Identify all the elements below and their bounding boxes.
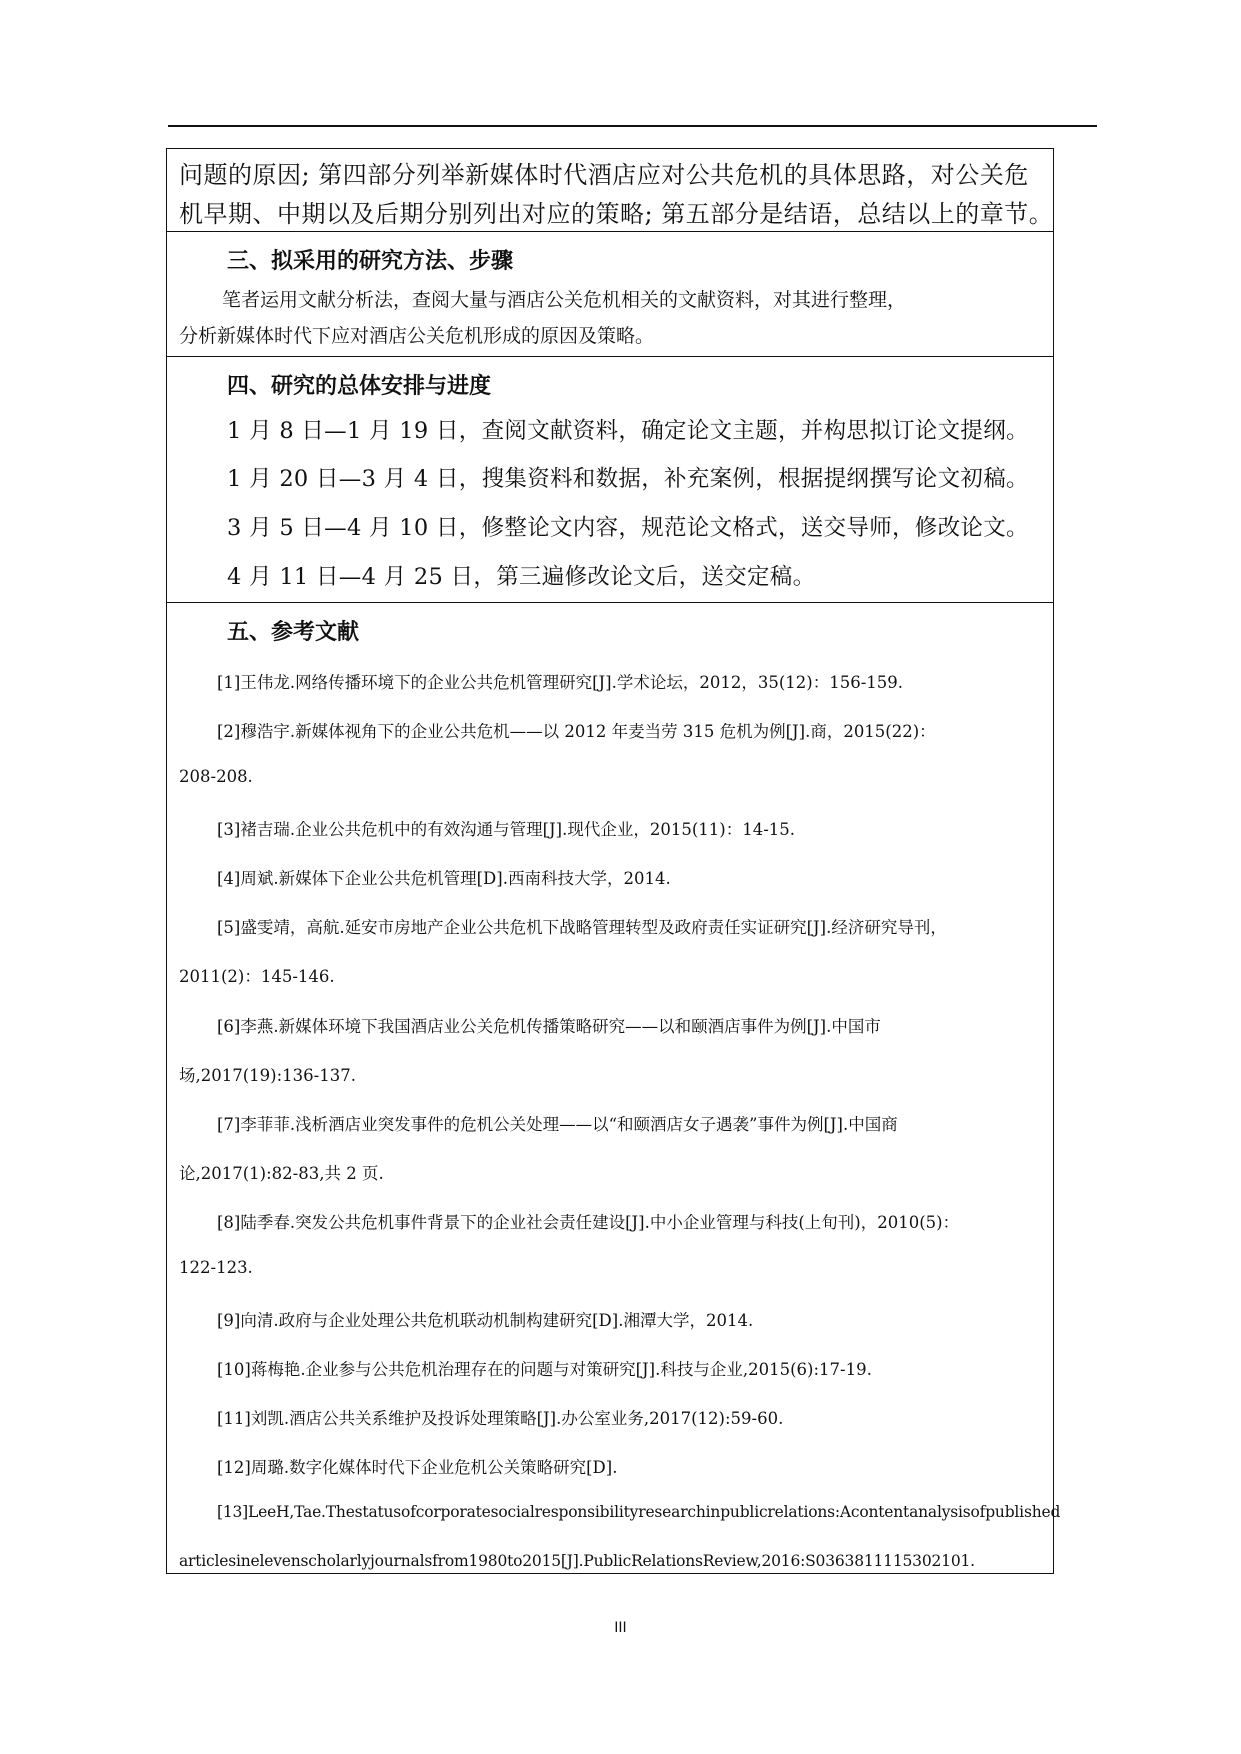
- reference-7: [7]李菲菲.浅析酒店业突发事件的危机公关处理——以“和颐酒店女子遇袭”事件为例[J].中国商: [217, 1115, 898, 1134]
- schedule-item-3: 3 月 5 日—4 月 10 日，修整论文内容，规范论文格式，送交导师，修改论文。: [227, 515, 1029, 541]
- section-3-line-2: 分析新媒体时代下应对酒店公关危机形成的原因及策略。: [179, 325, 655, 347]
- header-rule: [168, 125, 1097, 127]
- reference-12: [12]周璐.数字化媒体时代下企业危机公关策略研究[D].: [217, 1458, 618, 1477]
- section-3: [167, 232, 1053, 357]
- section-5: [167, 603, 1061, 1575]
- reference-11: [11]刘凯.酒店公共关系维护及投诉处理策略[J].办公室业务,2017(12):59-60.: [217, 1409, 784, 1428]
- schedule-item-1: 1 月 8 日—1 月 19 日，查阅文献资料，确定论文主题，并构思拟订论文提纲。: [227, 418, 1029, 444]
- reference-1: [1]王伟龙.网络传播环境下的企业公共危机管理研究[J].学术论坛，2012，35(12)：156-159.: [217, 673, 904, 692]
- reference-6: [6]李燕.新媒体环境下我国酒店业公关危机传播策略研究——以和颐酒店事件为例[J].中国市: [217, 1017, 881, 1036]
- reference-5-cont: 2011(2)：145-146.: [179, 967, 335, 986]
- reference-13-cont: articlesinelevenscholarlyjournalsfrom1980to2015[J].PublicRelationsReview,2016:S0363811115302101.: [179, 1552, 975, 1570]
- section-2-line-2: 机早期、中期以及后期分别列出对应的策略; 第五部分是结语，总结以上的章节。: [179, 200, 1054, 228]
- section-3-heading: 三、拟采用的研究方法、步骤: [227, 249, 514, 274]
- schedule-item-2: 1 月 20 日—3 月 4 日，搜集资料和数据，补充案例，根据提纲撰写论文初稿。: [227, 466, 1029, 492]
- section-2-tail: [167, 149, 1053, 232]
- reference-2: [2]穆浩宇.新媒体视角下的企业公共危机——以 2012 年麦当劳 315 危机为例[J].商，2015(22)：: [217, 722, 936, 741]
- page-number: III: [614, 1620, 627, 1636]
- reference-3: [3]褚吉瑞.企业公共危机中的有效沟通与管理[J].现代企业，2015(11)：14-15.: [217, 820, 796, 839]
- reference-6-cont: 场,2017(19):136-137.: [179, 1066, 356, 1085]
- reference-8: [8]陆季春.突发公共危机事件背景下的企业社会责任建设[J].中小企业管理与科技(上旬刊)，2010(5)：: [217, 1213, 960, 1232]
- section-4-heading: 四、研究的总体安排与进度: [227, 374, 492, 399]
- reference-7-cont: 论,2017(1):82-83,共 2 页.: [179, 1164, 384, 1183]
- reference-5: [5]盛雯靖，高航.延安市房地产企业公共危机下战略管理转型及政府责任实证研究[J].经济研究导刊，: [217, 918, 947, 937]
- section-3-line-1: 笔者运用文献分析法，查阅大量与酒店公关危机相关的文献资料，对其进行整理，: [222, 289, 907, 311]
- reference-2-cont: 208-208.: [179, 767, 253, 786]
- reference-10: [10]蒋梅艳.企业参与公共危机治理存在的问题与对策研究[J].科技与企业,2015(6):17-19.: [217, 1360, 872, 1379]
- reference-13: [13]LeeH,Tae.Thestatusofcorporatesocialresponsibilityresearchinpublicrelations:Acontentanalysisofpublished: [217, 1503, 1061, 1521]
- reference-8-cont: 122-123.: [179, 1258, 253, 1277]
- proposal-table: [166, 148, 1061, 1574]
- section-4: [167, 357, 1053, 603]
- reference-4: [4]周斌.新媒体下企业公共危机管理[D].西南科技大学，2014.: [217, 869, 671, 888]
- reference-9: [9]向清.政府与企业处理公共危机联动机制构建研究[D].湘潭大学，2014.: [217, 1311, 754, 1330]
- section-5-heading: 五、参考文献: [227, 620, 360, 645]
- schedule-item-4: 4 月 11 日—4 月 25 日，第三遍修改论文后，送交定稿。: [227, 564, 816, 590]
- section-2-line-1: 问题的原因; 第四部分列举新媒体时代酒店应对公共危机的具体思路，对公关危: [179, 161, 1029, 189]
